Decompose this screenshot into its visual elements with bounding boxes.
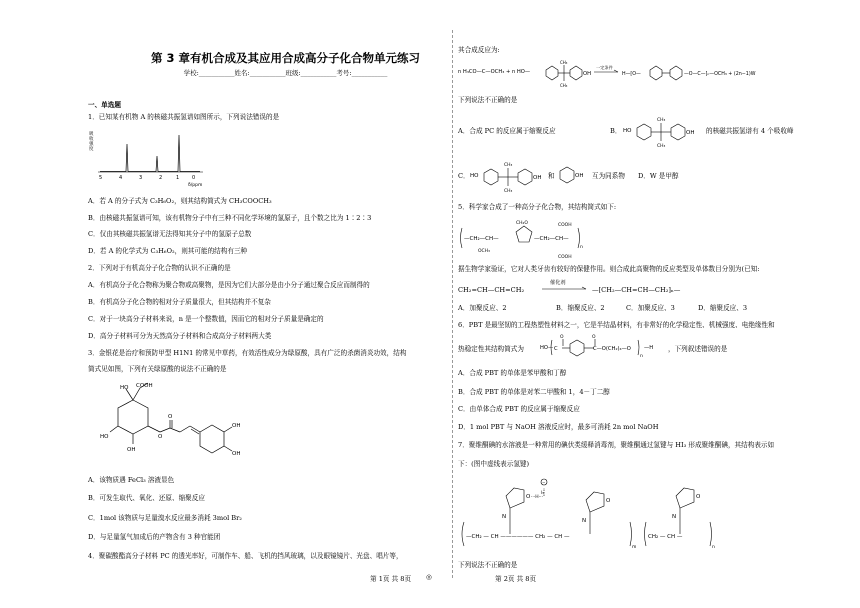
q1-option-c: C．仅由其核磁共振氢谱无法得知其分子中的氢原子总数 [88,230,252,238]
svg-text:强: 强 [89,142,94,147]
svg-text:H—[O—: H—[O— [622,72,641,77]
svg-text:O: O [168,414,173,420]
question-3-line-1: 3．金银花是治疗和预防甲型 H1N1 的常见中草药，有效活性成分为绿原酸，具有广泛的杀菌消炎功效，结构 [88,349,407,357]
reaction-intro: 其合成反应为: [458,46,500,54]
q5-catalyst-arrow [540,278,590,294]
svg-text:2: 2 [159,175,163,181]
svg-text:O: O [526,494,531,500]
question-7-line-2: 下：(图中虚线表示氢键) [458,460,530,468]
svg-text:I₃: I₃ [541,490,544,495]
svg-text:OH: OH [533,175,542,181]
q2-option-a: A．有机高分子化合物称为聚合物或高聚物，是因为它们大部分是由小分子通过聚合反应而制得的 [88,281,370,289]
question-6-line-2-tail: ，下列叙述错误的是 [668,345,728,353]
svg-text:m: m [632,545,637,550]
svg-text:COOH: COOH [136,383,153,389]
q4-option-b-tail: 的核磁共振氢谱有 4 个吸收峰 [706,127,794,135]
q4-option-c-tail: 互为同系物 [592,172,625,180]
nmr-ylabel [89,130,94,152]
nmr-peaks [100,135,200,172]
footer-center-mark: ◎ [426,573,432,581]
svg-text:···H···: ···H··· [531,495,543,500]
nmr-xunit: δ/ppm [188,183,203,188]
q1-option-b: B．由核磁共振氢谱可知，该有机物分子中有三种不同化学环境的氢原子，且个数之比为 1∶2∶3 [88,214,372,222]
pc-synthesis-reaction [458,60,858,90]
question-2: 2．下列对于有机高分子化合物的认识不正确的是 [88,264,231,272]
svg-text:1: 1 [176,175,180,181]
page-title: 第 3 章有机合成及其应用合成高分子化合物单元练习 [150,51,420,65]
question-5: 5．科学家合成了一种高分子化合物，其结构简式如下: [458,203,617,211]
q6-option-d: D．1 mol PBT 与 NaOH 溶液反应时，最多可消耗 2n mol NaOH [458,423,659,431]
svg-text:收: 收 [89,137,94,142]
svg-text:COOH: COOH [558,223,572,228]
bisphenol-a-structure-c [470,158,570,194]
svg-text:CH₃: CH₃ [560,60,568,65]
q4-option-a: A．合成 PC 的反应属于缩聚反应 [458,127,556,135]
svg-text:HO—: HO— [540,345,554,351]
q6-option-c: C．由单体合成 PBT 的反应属于缩聚反应 [458,405,580,413]
svg-text:—H: —H [644,345,654,351]
svg-text:CH₂O: CH₂O [516,221,528,226]
q5-description: 据生物学家验证，它对人类牙齿有较好的保健作用。则合成此高聚物的反应类型及单体数目分别为(已知: [458,265,760,273]
svg-text:一定条件: 一定条件 [596,65,613,70]
svg-text:OH: OH [232,451,241,457]
nmr-spectrum-figure [88,128,208,188]
svg-text:O: O [158,434,163,440]
svg-text:HO: HO [470,173,479,179]
question-6-line-2: 热稳定性其结构简式为 [458,345,524,353]
q5-option-d: D．缩聚反应、3 [698,304,748,312]
q5-option-c: C．加聚反应、3 [626,304,675,312]
left-column [88,0,483,580]
svg-text:N: N [582,518,587,524]
q5-equation-right: —[CH₂—CH=CH—CH₂]ₙ— [592,286,681,294]
svg-text:—CH₂ — CH —————— CH₂ — CH —: —CH₂ — CH —————— CH₂ — CH — [466,534,570,540]
svg-text:CH₃: CH₃ [504,163,513,168]
q3-option-c: C．1mol 该物质与足量溴水反应最多消耗 3mol Br₂ [88,514,242,522]
svg-text:—CH₂—CH—: —CH₂—CH— [534,236,569,242]
q3-option-b: B．可发生取代、氧化、还原、缩聚反应 [88,494,205,502]
svg-text:N: N [502,514,507,520]
svg-text:—O—C—]ₙ—OCH₃ + (2n−1)W: —O—C—]ₙ—OCH₃ + (2n−1)W [684,72,756,77]
question-1: 1．已知某有机物 A 的核磁共振氢谱如图所示，下列说法错误的是 [88,113,280,121]
svg-text:HO: HO [623,128,632,134]
svg-text:OCH₃: OCH₃ [478,249,490,254]
q5-option-a: A．加聚反应、2 [458,304,507,312]
footer-right-page: 第 2页 共 8页 [495,575,537,583]
svg-text:CH₃: CH₃ [657,144,666,149]
svg-text:N: N [672,514,677,520]
svg-text:n: n [580,245,583,250]
q3-option-a: A．该物质遇 FeCl₃ 溶液显色 [88,476,175,484]
svg-text:CH₂ — CH —: CH₂ — CH — [648,534,683,540]
svg-text:CH₃: CH₃ [560,83,568,88]
q1-option-d: D．若 A 的化学式为 C₃H₆O₂，则其可能的结构有三种 [88,247,248,255]
q2-option-c: C．对于一块高分子材料来说，n 是一个整数值，因而它的相对分子质量是确定的 [88,315,324,323]
svg-text:OH: OH [232,423,241,429]
svg-text:O: O [560,335,564,340]
q2-option-b: B．有机高分子化合物的相对分子质量很大，但其结构并不复杂 [88,298,271,306]
pbt-structure [540,333,670,363]
right-column [458,0,853,580]
footer-left-page: 第 1页 共 8页 [370,575,412,583]
nmr-ticks [99,175,195,181]
svg-text:CH₃: CH₃ [657,118,666,123]
question-3-line-2: 简式见如图，下列有关绿原酸的说法不正确的是 [88,365,227,373]
svg-text:n H₃CO—C—OCH₃ + n HO—: n H₃CO—C—OCH₃ + n HO— [458,69,531,75]
svg-text:5: 5 [99,175,103,181]
q5-equation-left: CH₂=CH—CH=CH₂ [458,286,525,294]
q4-option-c-mid: 和 [548,172,555,180]
povidone-iodine-structure [458,474,728,558]
q6-option-b: B．合成 PBT 的单体是对苯二甲酸和 1，4－丁二醇 [458,388,610,396]
q4-option-b-label: B． [610,127,622,135]
q7-question: 下列说法不正确的是 [458,561,518,569]
svg-text:OH: OH [127,447,136,453]
svg-text:OH: OH [575,173,584,179]
q1-option-a: A．若 A 的分子式为 C₃H₆O₂，则其结构简式为 CH₃COOCH₃ [88,197,272,205]
q5-polymer-structure [458,214,618,262]
svg-text:4: 4 [119,175,123,181]
q5-option-b: B．缩聚反应、2 [556,304,605,312]
q3-option-d: D．与足量氢气加成后的产物含有 3 种官能团 [88,533,221,541]
svg-text:COOH: COOH [558,255,572,260]
svg-text:OH: OH [583,71,591,77]
q6-option-a: A．合成 PBT 的单体是苯甲酸和丁醇 [458,369,567,377]
svg-text:催化剂: 催化剂 [550,280,566,286]
svg-text:0: 0 [192,175,196,181]
reaction-question: 下列说法不正确的是 [458,96,518,104]
q4-option-d: D．W 是甲醇 [638,172,679,180]
svg-text:HO: HO [100,434,109,440]
q2-option-d: D．高分子材料可分为天然高分子材料和合成高分子材料两大类 [88,332,272,340]
svg-text:度: 度 [89,147,94,152]
student-info-line: 学校:___________姓名:___________班级:___________考号:___________ [183,69,388,77]
svg-text:—CH₂—CH—: —CH₂—CH— [464,236,499,242]
question-7-line-1: 7．聚维酮碘的水溶液是一种常用的碘伏类缓释消毒剂，聚维酮通过氢键与 HI₃ 形成聚维酮碘，其结构表示如 [458,441,775,449]
svg-text:O: O [696,494,701,500]
svg-text:−: − [542,480,546,485]
question-6-line-1: 6．PBT 是最坚韧的工程热塑性材料之一，它是半结晶材料，有非常好的化学稳定性、机械强度、电绝缘性和 [458,321,775,329]
svg-text:C: C [554,346,558,352]
svg-text:CH₃: CH₃ [504,189,513,194]
question-4: 4．聚碳酸酯高分子材料 PC 的透光率好，可制作车、船、飞机的挡风玻璃，以及眼镜镜片、光盘、唱片等， [88,552,403,560]
svg-text:C—O(CH₂)₄—O: C—O(CH₂)₄—O [593,346,631,352]
svg-text:HO: HO [120,385,129,391]
svg-text:吸: 吸 [89,132,94,137]
svg-text:OH: OH [686,130,695,136]
svg-text:n: n [712,545,715,550]
q4-option-c-label: C． [458,172,470,180]
svg-text:3: 3 [139,175,143,181]
svg-text:n: n [640,354,643,359]
svg-text:O: O [606,498,611,504]
svg-text:O: O [592,335,596,340]
section-heading: 一、单选题 [88,101,121,109]
chlorogenic-acid-structure [98,380,258,470]
